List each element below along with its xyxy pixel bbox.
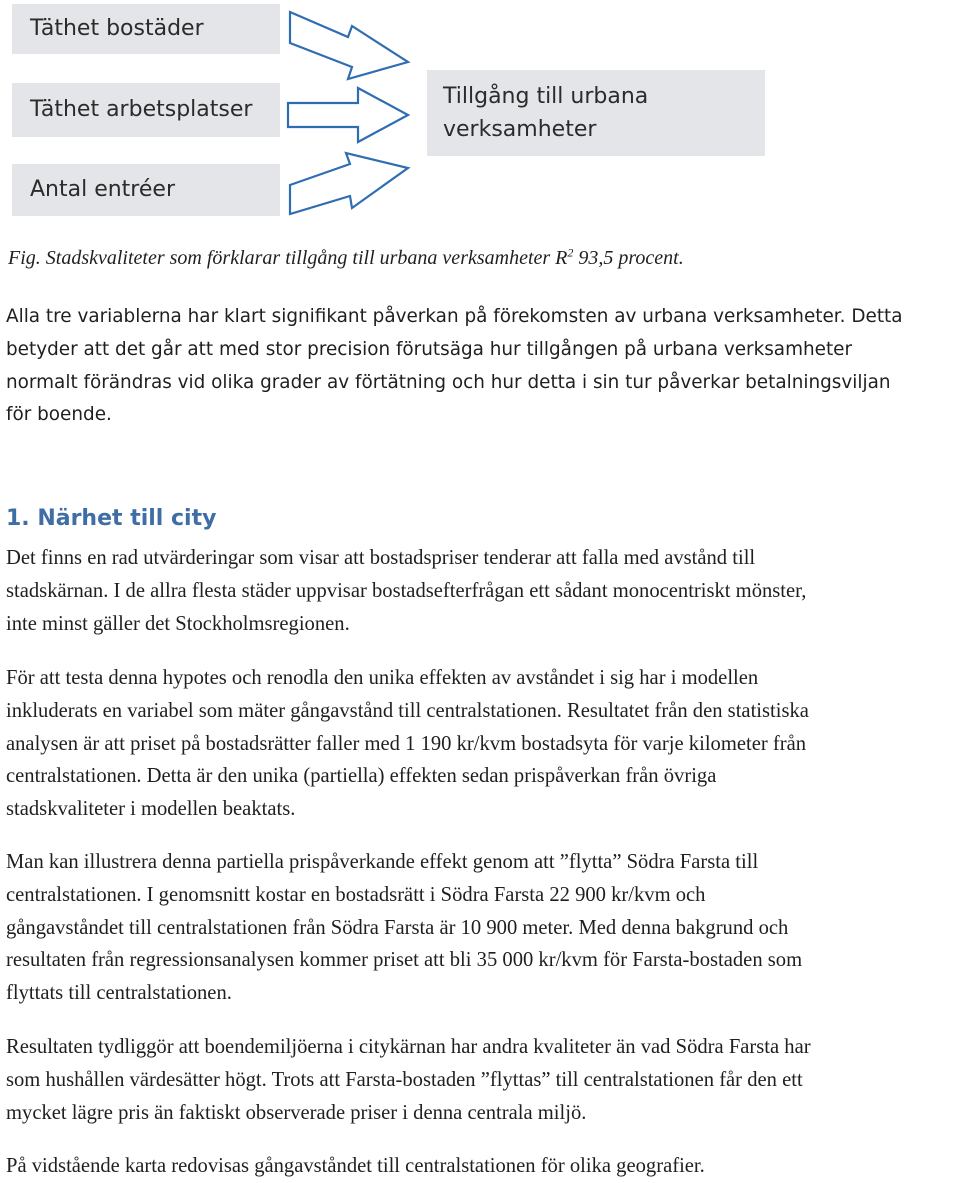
figure-caption: Fig. Stadskvaliteter som förklarar tillgång till urbana verksamheter $R^2$ 93,5 procent. (8, 245, 684, 269)
paragraph-2: För att testa denna hypotes och renodla den unika effekten av avståndet i sig har i modellen inkluderats en variabel som mäter gångavstånd till centralstationen. Resultatet från den statistiska analysen är att priset på bostadsrätter faller med 1 190 kr/kvm bostadsyta för varje kilometer från centralstationen. Detta är den unika (partiella) effekten sedan prispåverkan från övriga stadskvaliteter i modellen beaktats. (6, 667, 809, 821)
factor-label: Täthet arbetsplatser (30, 97, 253, 122)
arrow-icon (288, 88, 408, 142)
outcome-label-line1: Tillgång till urbana (443, 84, 649, 109)
paragraph-4: Resultaten tydliggör att boendemiljöerna i citykärnan har andra kvaliteter än vad Södra Farsta har som hushållen värdesätter högt. Trots att Farsta-bostaden ”flyttas” till centralstationen får den ett mycket lägre pris än faktiskt observerade priser i denna centrala miljö. (6, 1036, 811, 1124)
arrow-icon (290, 12, 408, 79)
diagram-arrows (0, 0, 960, 230)
arrow-icon (290, 153, 408, 214)
intro-paragraph: Alla tre variablerna har klart signifikant påverkan på förekomsten av urbana verksamheter. Detta betyder att det går att med stor precision förutsäga hur tillgången på urbana verksamheter normalt förändras vid olika grader av förtätning och hur detta i sin tur påverkar betalningsviljan för boende. (6, 306, 903, 426)
factor-label: Antal entréer (30, 177, 175, 202)
section-heading: 1. Närhet till city (6, 506, 217, 531)
factor-label: Täthet bostäder (30, 16, 204, 41)
paragraph-5: På vidstående karta redovisas gångavståndet till centralstationen för olika geografier. (6, 1155, 705, 1177)
paragraph-1: Det finns en rad utvärderingar som visar att bostadspriser tenderar att falla med avstånd till stadskärnan. I de allra flesta städer uppvisar bostadsefterfrågan ett sådant monocentriskt mönster, inte minst gäller det Stockholmsregionen. (6, 547, 807, 635)
factor-diagram (0, 0, 960, 230)
paragraph-3: Man kan illustrera denna partiella prispåverkande effekt genom att ”flytta” Södra Farsta till centralstationen. I genomsnitt kostar en bostadsrätt i Södra Farsta 22 900 kr/kvm och gångavståndet till centralstationen från Södra Farsta är 10 900 meter. Med denna bakgrund och resultaten från regressionsanalysen kommer priset att bli 35 000 kr/kvm för Farsta-bostaden som flyttats till centralstationen. (6, 851, 803, 1005)
outcome-label-line2: verksamheter (443, 117, 597, 142)
